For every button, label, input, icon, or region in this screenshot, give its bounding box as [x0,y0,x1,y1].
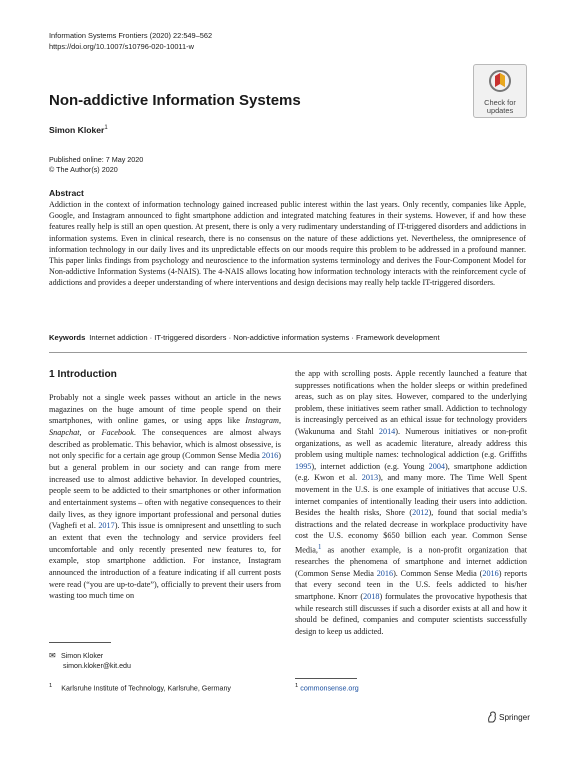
check-for-updates-badge[interactable] [473,64,527,118]
text-run: the app with scrolling posts. Apple recently launched a feature that suppresses notifications when the holder sleeps or within predefined areas, such as on play sites. However, compared to the underlying problem, these initiatives seem rather small. Addiction to technology is increasingly perceived as an ethical issue for technology providers (Wakunuma and Stahl [295,369,527,436]
keywords [49,333,440,342]
citation-link[interactable]: 1995 [295,461,312,471]
citation-link[interactable]: 2004 [428,461,446,471]
citation-link[interactable]: 2014 [378,426,396,436]
mail-icon: ✉ [49,651,56,660]
bookmark-icon [489,70,511,94]
app-name: Facebook [101,427,134,437]
correspondence-note [49,651,131,671]
author-name: Simon Kloker [49,125,105,135]
published-date: Published online: 7 May 2020 [49,155,144,164]
footnote-rule-right [295,678,357,679]
text-run: ). Common Sense Media ( [393,568,483,578]
text-run: , or [79,427,102,437]
publisher-name: Springer [499,713,530,722]
contact-name: Simon Kloker [60,652,104,660]
app-name: Snapchat [49,427,80,437]
text-run: ), found that social media’s distractions and the related decrease in workplace productivity have cost the U.S. economy $650 billion each year. Common Sense Media, [295,508,527,555]
footnote-mark[interactable]: 1 [317,543,322,551]
text-run: ). This issue is omnipresent and unsettling to such an extent that even the technology and service providers feel uncomfortable and only recently presented new features to, for example, stop smartphone addiction. For instance, Instagram announced the introduction of a feature indicating if all current posts were read (“you are up-to-date”), officially to prevent their users from wasting too much time on [49,521,282,601]
copyright: © The Author(s) 2020 [49,165,118,174]
contact-email[interactable]: simon.kloker@kit.edu [63,662,131,670]
article-title: Non-addictive Information Systems [49,92,301,109]
author-line [49,125,108,135]
header-divider [49,352,527,353]
footnote-1 [295,683,359,692]
citation-link[interactable]: 2016 [376,568,394,578]
text-run: Probably not a single week passes without an article in the news magazines on the huge amount of time people spend on their smartphones, with online games, or using apps like [49,393,281,426]
text-run: ). Numerous initiatives or non-profit organizations, as well as academic literature, already address this problem using multiple names: technological addiction (e.g. Griffiths [295,426,527,460]
citation-link[interactable]: 2018 [363,592,380,602]
affil-mark: 1 [49,683,53,689]
doi-link[interactable]: https://doi.org/10.1007/s10796-020-10011-w [49,41,194,51]
text-run: , [278,416,281,426]
journal-citation: Information Systems Frontiers (2020) 22:549–562 [49,31,213,40]
citation-link[interactable]: 2016 [482,568,499,578]
footnote-link[interactable]: commonsense.org [300,684,359,693]
text-run: ), internet addiction (e.g. Young [311,461,429,471]
citation-link[interactable]: 2012 [412,508,429,518]
badge-line2: updates [486,106,514,115]
text-run: . The consequences are almost always described as problematic. This behavior, which is almost obsessive, is not only specific for a certain age group (Common Sense Media [49,427,281,461]
body-column-left [49,392,281,602]
publication-info [49,155,143,175]
text-run: ) reports that every second teen in the U.S. feels addicted to his/her smartphone. Knorr ( [295,568,527,602]
affiliation-note [49,683,231,692]
abstract-text: Addiction in the context of information technology gained increased public interest within the last years. Only recently, companies like Apple, Google, and Instagram announced to fight smartphone addiction and integrated matching features in their systems. However, if and how these features really help is still an open question. At present, there is only a very rudimentary understanding of IT-triggered disorders and addictions in information systems. Even in clinical research, there is no consensus on the nature of these addictions yet. Nevertheless, the omnipresence of information technology in our daily lives and its unpredictable effects on our moods require this problem to be addressed in a profound manner. This paper links findings from psychology and neuroscience to the information systems terminology and derives the Four-Component Model for Non-addictive Information Systems (4-NAIS). The 4-NAIS allows locating how information technology interacts with the reinforcement cycle of addictions and provides a deeper understanding of where interventions and design decisions may really help tackle IT-triggered disorders. [49,200,526,288]
affiliation: Karlsruhe Institute of Technology, Karlsruhe, Germany [61,684,231,693]
footnote-rule-left [49,642,111,643]
citation-link[interactable]: 2016 [261,451,279,461]
text-run: as another example, is a non-profit organization that researches the phenomena of smartphone and internet addiction (Common Sense Media [295,545,527,578]
publisher-logo [487,711,530,723]
keywords-label: Keywords [49,333,86,342]
text-run: ) but a general problem in our society and can range from mere increased use to almost addictive behavior. In developed countries, people seem to be addicted to their smartphones or other information and entertainment systems – often with negative consequences to their daily lives, as they ignore important professional and personal duties (Vaghefi et al. [49,451,281,531]
abstract-heading: Abstract [49,188,84,198]
springer-horse-icon [487,711,497,723]
author-affil-mark: 1 [104,125,108,132]
keywords-list: Internet addiction · IT-triggered disorders · Non-addictive information systems · Framework development [89,333,440,342]
text-run: ), smartphone addiction (e.g. Kwon et al. [295,461,527,483]
text-run: ) formulates the provocative hypothesis that while research still discusses if such a disorder exists at all and how it should be defined, companies and computer scientists successfully design to keep us addicted. [295,592,527,636]
body-column-right [295,368,527,637]
app-name: Instagram [245,416,279,426]
section-heading: 1 Introduction [49,369,117,380]
citation-link[interactable]: 2017 [98,521,115,531]
journal-header [49,31,212,52]
text-run: ), and many more. The Time Well Spent movement in the U.S. is one example of initiatives that accuse U.S. internet companies of intentionally leading their users into addiction. Besides the health risks, Shore ( [295,473,527,518]
badge-line1: Check for [484,98,516,107]
footnote-mark: 1 [295,683,299,689]
citation-link[interactable]: 2013 [361,473,379,483]
